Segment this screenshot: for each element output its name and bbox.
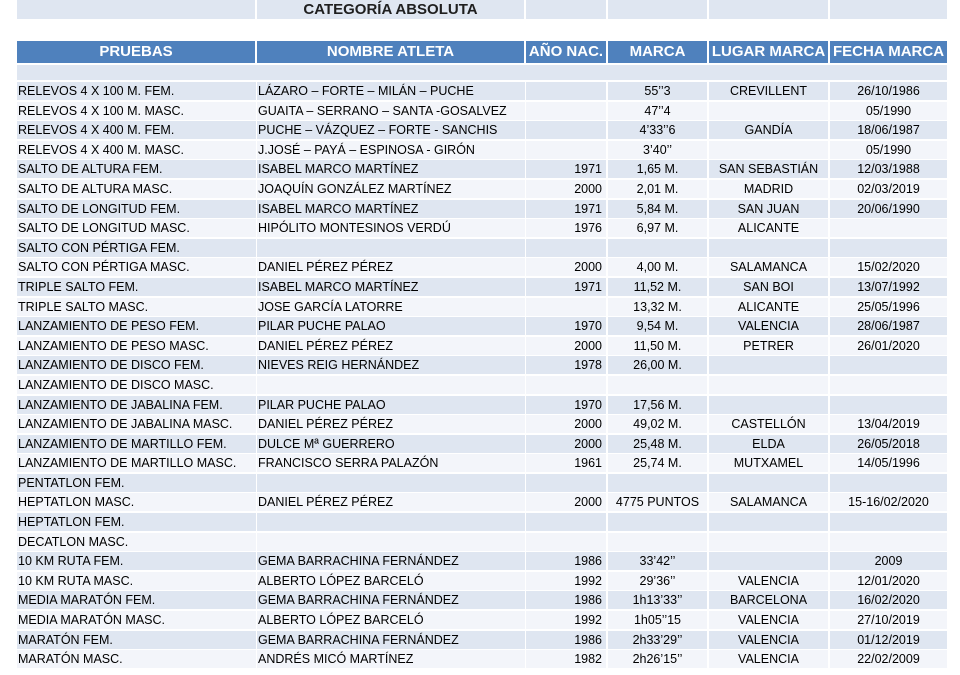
cell-athlete: ISABEL MARCO MARTÍNEZ (257, 278, 525, 296)
cell-athlete: ISABEL MARCO MARTÍNEZ (257, 160, 525, 178)
cell-event: SALTO CON PÉRTIGA FEM. (17, 239, 256, 257)
cell-event: LANZAMIENTO DE JABALINA MASC. (17, 415, 256, 433)
cell-birth-year (526, 239, 606, 257)
cell-date: 13/04/2019 (830, 415, 947, 433)
cell-mark: 11,50 M. (608, 337, 707, 355)
cell-date: 20/06/1990 (830, 200, 947, 218)
cell-event: LANZAMIENTO DE MARTILLO MASC. (17, 454, 256, 472)
cell-athlete (257, 474, 525, 492)
cell-event: SALTO DE LONGITUD FEM. (17, 200, 256, 218)
cell-athlete: ANDRÉS MICÓ MARTÍNEZ (257, 650, 525, 668)
cell-event: PENTATLON FEM. (17, 474, 256, 492)
table-row (17, 376, 947, 396)
cell-event: 10 KM RUTA MASC. (17, 572, 256, 590)
table-row (17, 180, 947, 200)
cell-event: LANZAMIENTO DE JABALINA FEM. (17, 396, 256, 414)
cell-date: 27/10/2019 (830, 611, 947, 629)
table-row (17, 650, 947, 670)
cell-place (709, 533, 828, 551)
table-row (17, 258, 947, 278)
header-ano-nac: AÑO NAC. (526, 41, 606, 63)
cell-date: 26/05/2018 (830, 435, 947, 453)
cell-mark: 49,02 M. (608, 415, 707, 433)
cell-athlete: PILAR PUCHE PALAO (257, 317, 525, 335)
table-row (17, 513, 947, 533)
cell-date: 18/06/1987 (830, 121, 947, 139)
records-table-body (17, 82, 947, 670)
cell-date: 05/1990 (830, 102, 947, 120)
cell-birth-year (526, 121, 606, 139)
cell-place: ALICANTE (709, 298, 828, 316)
cell-date: 15-16/02/2020 (830, 493, 947, 511)
cell-athlete: JOSE GARCÍA LATORRE (257, 298, 525, 316)
table-row (17, 474, 947, 494)
cell-date: 01/12/2019 (830, 631, 947, 649)
header-fecha-marca: FECHA MARCA (830, 41, 947, 63)
table-header (17, 41, 947, 63)
cell-athlete: GEMA BARRACHINA FERNÁNDEZ (257, 631, 525, 649)
cell-birth-year: 2000 (526, 415, 606, 433)
cell-athlete: NIEVES REIG HERNÁNDEZ (257, 356, 525, 374)
header-marca: MARCA (608, 41, 707, 63)
cell-date: 12/03/1988 (830, 160, 947, 178)
cell-place: VALENCIA (709, 631, 828, 649)
table-row (17, 493, 947, 513)
cell-event: RELEVOS 4 X 400 M. FEM. (17, 121, 256, 139)
cell-date (830, 239, 947, 257)
cell-birth-year: 1986 (526, 552, 606, 570)
cell-birth-year: 2000 (526, 337, 606, 355)
table-row (17, 239, 947, 259)
cell-place (709, 552, 828, 570)
cell-place: VALENCIA (709, 572, 828, 590)
cell-athlete: DULCE Mª GUERRERO (257, 435, 525, 453)
header-pruebas: PRUEBAS (17, 41, 255, 63)
cell-athlete: LÁZARO – FORTE – MILÁN – PUCHE (257, 82, 525, 100)
table-row (17, 591, 947, 611)
cell-mark: 9,54 M. (608, 317, 707, 335)
cell-date: 02/03/2019 (830, 180, 947, 198)
cell-place (709, 396, 828, 414)
cell-birth-year: 2000 (526, 493, 606, 511)
cell-date: 05/1990 (830, 141, 947, 159)
table-row (17, 278, 947, 298)
cell-place: SAN BOI (709, 278, 828, 296)
cell-event: MARATÓN FEM. (17, 631, 256, 649)
cell-athlete: PUCHE – VÁZQUEZ – FORTE - SANCHIS (257, 121, 525, 139)
cell-birth-year: 1970 (526, 396, 606, 414)
cell-birth-year (526, 82, 606, 100)
title-cell-blank (608, 0, 707, 19)
cell-athlete: ISABEL MARCO MARTÍNEZ (257, 200, 525, 218)
cell-place: VALENCIA (709, 317, 828, 335)
cell-athlete: GEMA BARRACHINA FERNÁNDEZ (257, 552, 525, 570)
cell-mark: 1h13’33’’ (608, 591, 707, 609)
cell-event: MARATÓN MASC. (17, 650, 256, 668)
cell-birth-year: 1978 (526, 356, 606, 374)
cell-place: VALENCIA (709, 650, 828, 668)
cell-birth-year (526, 376, 606, 394)
cell-date: 22/02/2009 (830, 650, 947, 668)
cell-date: 2009 (830, 552, 947, 570)
cell-date (830, 376, 947, 394)
cell-place: SAN SEBASTIÁN (709, 160, 828, 178)
cell-athlete: ALBERTO LÓPEZ BARCELÓ (257, 611, 525, 629)
table-row (17, 454, 947, 474)
table-row (17, 337, 947, 357)
cell-mark: 5,84 M. (608, 200, 707, 218)
cell-birth-year: 1971 (526, 200, 606, 218)
cell-mark (608, 513, 707, 531)
cell-place: CREVILLENT (709, 82, 828, 100)
cell-mark: 25,74 M. (608, 454, 707, 472)
cell-event: SALTO DE LONGITUD MASC. (17, 219, 256, 237)
cell-mark: 6,97 M. (608, 219, 707, 237)
cell-event: 10 KM RUTA FEM. (17, 552, 256, 570)
cell-place (709, 102, 828, 120)
cell-event: LANZAMIENTO DE PESO MASC. (17, 337, 256, 355)
cell-birth-year (526, 513, 606, 531)
cell-mark: 25,48 M. (608, 435, 707, 453)
table-row (17, 102, 947, 122)
table-row (17, 356, 947, 376)
cell-mark: 47’’4 (608, 102, 707, 120)
cell-mark: 4’33’’6 (608, 121, 707, 139)
cell-mark: 33’42’’ (608, 552, 707, 570)
cell-mark: 2h33’29’’ (608, 631, 707, 649)
title-cell-blank (526, 0, 606, 19)
cell-mark (608, 474, 707, 492)
cell-event: HEPTATLON FEM. (17, 513, 256, 531)
cell-mark: 2,01 M. (608, 180, 707, 198)
cell-mark: 4775 PUNTOS (608, 493, 707, 511)
cell-athlete: HIPÓLITO MONTESINOS VERDÚ (257, 219, 525, 237)
cell-mark (608, 533, 707, 551)
cell-event: SALTO DE ALTURA FEM. (17, 160, 256, 178)
cell-date: 14/05/1996 (830, 454, 947, 472)
table-row (17, 533, 947, 553)
cell-mark: 3’40’’ (608, 141, 707, 159)
cell-athlete: ALBERTO LÓPEZ BARCELÓ (257, 572, 525, 590)
cell-athlete (257, 513, 525, 531)
cell-event: TRIPLE SALTO FEM. (17, 278, 256, 296)
page-title: CATEGORÍA ABSOLUTA (257, 0, 524, 19)
cell-event: RELEVOS 4 X 100 M. FEM. (17, 82, 256, 100)
table-row (17, 415, 947, 435)
cell-place: MADRID (709, 180, 828, 198)
cell-athlete: GEMA BARRACHINA FERNÁNDEZ (257, 591, 525, 609)
cell-place: MUTXAMEL (709, 454, 828, 472)
table-row (17, 141, 947, 161)
cell-date (830, 219, 947, 237)
title-cell-blank (17, 0, 255, 19)
cell-birth-year: 2000 (526, 180, 606, 198)
cell-place (709, 513, 828, 531)
table-row (17, 611, 947, 631)
cell-athlete: FRANCISCO SERRA PALAZÓN (257, 454, 525, 472)
cell-birth-year: 1992 (526, 572, 606, 590)
cell-birth-year: 1971 (526, 160, 606, 178)
cell-birth-year (526, 474, 606, 492)
cell-birth-year (526, 102, 606, 120)
table-row (17, 572, 947, 592)
cell-birth-year: 1992 (526, 611, 606, 629)
cell-date (830, 474, 947, 492)
cell-date: 13/07/1992 (830, 278, 947, 296)
table-row (17, 121, 947, 141)
cell-athlete: J.JOSÉ – PAYÁ – ESPINOSA - GIRÓN (257, 141, 525, 159)
cell-birth-year: 2000 (526, 258, 606, 276)
cell-place: ELDA (709, 435, 828, 453)
table-row (17, 160, 947, 180)
cell-event: MEDIA MARATÓN MASC. (17, 611, 256, 629)
cell-date (830, 513, 947, 531)
cell-mark (608, 376, 707, 394)
cell-athlete: DANIEL PÉREZ PÉREZ (257, 493, 525, 511)
table-row (17, 298, 947, 318)
spacer-row (17, 65, 947, 80)
cell-birth-year (526, 298, 606, 316)
cell-place (709, 474, 828, 492)
cell-event: LANZAMIENTO DE DISCO FEM. (17, 356, 256, 374)
header-nombre-atleta: NOMBRE ATLETA (257, 41, 524, 63)
cell-date: 28/06/1987 (830, 317, 947, 335)
title-cell-blank (830, 0, 947, 19)
cell-date: 15/02/2020 (830, 258, 947, 276)
cell-event: HEPTATLON MASC. (17, 493, 256, 511)
cell-date (830, 533, 947, 551)
cell-athlete: JOAQUÍN GONZÁLEZ MARTÍNEZ (257, 180, 525, 198)
cell-place: CASTELLÓN (709, 415, 828, 433)
cell-athlete (257, 239, 525, 257)
cell-birth-year: 1982 (526, 650, 606, 668)
cell-event: RELEVOS 4 X 100 M. MASC. (17, 102, 256, 120)
cell-athlete: PILAR PUCHE PALAO (257, 396, 525, 414)
cell-birth-year: 1961 (526, 454, 606, 472)
cell-place: SAN JUAN (709, 200, 828, 218)
cell-athlete: DANIEL PÉREZ PÉREZ (257, 415, 525, 433)
cell-athlete: DANIEL PÉREZ PÉREZ (257, 258, 525, 276)
cell-mark: 2h26’15’’ (608, 650, 707, 668)
cell-athlete (257, 376, 525, 394)
cell-event: LANZAMIENTO DE DISCO MASC. (17, 376, 256, 394)
cell-birth-year: 1986 (526, 631, 606, 649)
cell-date: 16/02/2020 (830, 591, 947, 609)
table-row (17, 200, 947, 220)
cell-birth-year: 1970 (526, 317, 606, 335)
cell-place (709, 356, 828, 374)
cell-athlete: DANIEL PÉREZ PÉREZ (257, 337, 525, 355)
cell-place: ALICANTE (709, 219, 828, 237)
title-row (17, 0, 947, 19)
cell-date: 26/01/2020 (830, 337, 947, 355)
cell-place: VALENCIA (709, 611, 828, 629)
cell-mark: 17,56 M. (608, 396, 707, 414)
cell-date (830, 396, 947, 414)
cell-mark: 26,00 M. (608, 356, 707, 374)
cell-event: SALTO CON PÉRTIGA MASC. (17, 258, 256, 276)
cell-event: LANZAMIENTO DE MARTILLO FEM. (17, 435, 256, 453)
table-row (17, 82, 947, 102)
cell-mark: 4,00 M. (608, 258, 707, 276)
cell-date: 25/05/1996 (830, 298, 947, 316)
cell-birth-year (526, 533, 606, 551)
cell-event: RELEVOS 4 X 400 M. MASC. (17, 141, 256, 159)
cell-place: GANDÍA (709, 121, 828, 139)
cell-birth-year (526, 141, 606, 159)
cell-place: SALAMANCA (709, 258, 828, 276)
cell-place: BARCELONA (709, 591, 828, 609)
cell-place: SALAMANCA (709, 493, 828, 511)
cell-mark: 55’’3 (608, 82, 707, 100)
cell-event: DECATLON MASC. (17, 533, 256, 551)
table-row (17, 631, 947, 651)
cell-date (830, 356, 947, 374)
cell-mark: 29’36’’ (608, 572, 707, 590)
cell-mark: 11,52 M. (608, 278, 707, 296)
cell-birth-year: 1971 (526, 278, 606, 296)
cell-mark: 13,32 M. (608, 298, 707, 316)
cell-event: TRIPLE SALTO MASC. (17, 298, 256, 316)
title-cell-blank (709, 0, 828, 19)
table-row (17, 396, 947, 416)
cell-date: 26/10/1986 (830, 82, 947, 100)
table-row (17, 317, 947, 337)
cell-mark (608, 239, 707, 257)
cell-athlete: GUAITA – SERRANO – SANTA -GOSALVEZ (257, 102, 525, 120)
cell-birth-year: 1976 (526, 219, 606, 237)
table-row (17, 552, 947, 572)
cell-event: MEDIA MARATÓN FEM. (17, 591, 256, 609)
cell-date: 12/01/2020 (830, 572, 947, 590)
cell-place (709, 376, 828, 394)
cell-athlete (257, 533, 525, 551)
cell-event: SALTO DE ALTURA MASC. (17, 180, 256, 198)
cell-birth-year: 1986 (526, 591, 606, 609)
header-lugar-marca: LUGAR MARCA (709, 41, 828, 63)
cell-event: LANZAMIENTO DE PESO FEM. (17, 317, 256, 335)
cell-mark: 1,65 M. (608, 160, 707, 178)
cell-place (709, 141, 828, 159)
cell-birth-year: 2000 (526, 435, 606, 453)
table-row (17, 435, 947, 455)
cell-place (709, 239, 828, 257)
cell-place: PETRER (709, 337, 828, 355)
cell-mark: 1h05’’15 (608, 611, 707, 629)
table-row (17, 219, 947, 239)
